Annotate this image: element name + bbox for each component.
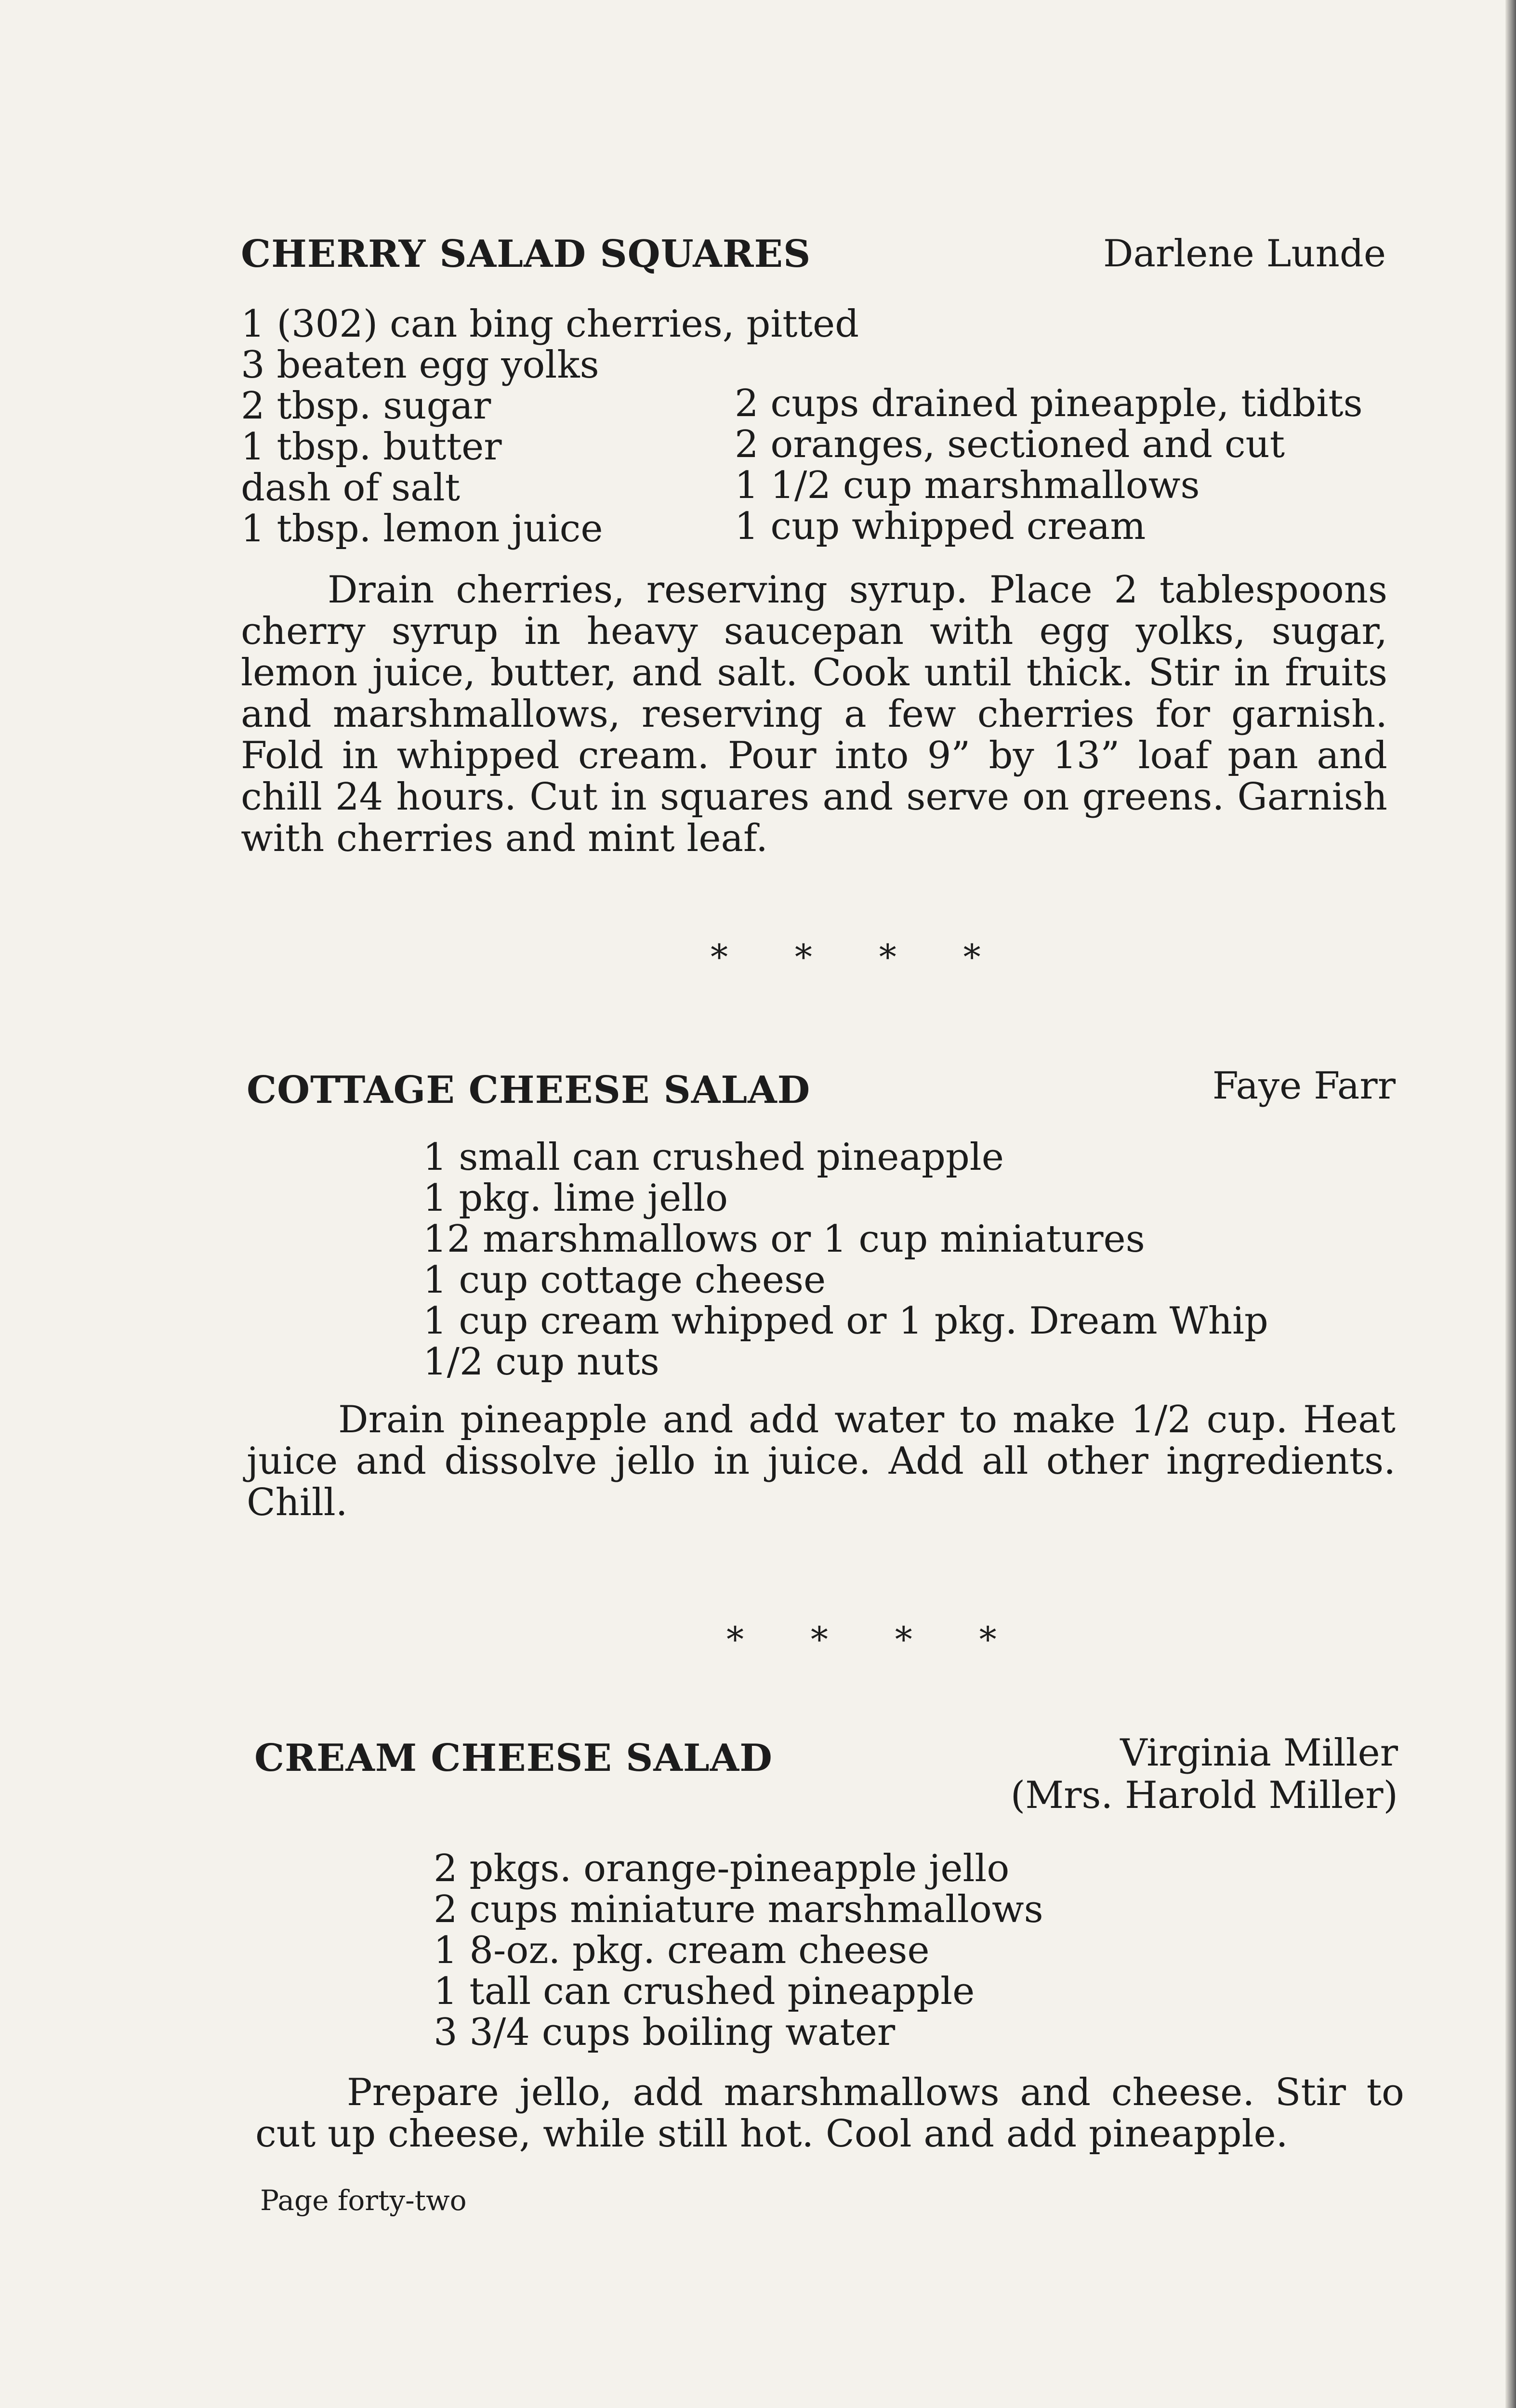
recipe-title: COTTAGE CHEESE SALAD <box>247 1068 811 1112</box>
ingredient-item: 1 (302) can bing cherries, pitted <box>241 302 859 346</box>
recipe-directions: Drain cherries, reserving syrup. Place 2 tablespoons cherry syrup in heavy saucepan with egg yolks, sugar, lemon juice, butter, and salt. Cook until thick. Stir in fruits and marshmallows, reserving a few cherries for garnish. Fold in whipped cream. Pour into 9” by 13” loaf pan and chill 24 hours. Cut in squares and serve on greens. Garnish with cherries and mint leaf. <box>241 568 1387 860</box>
ingredient-item: 2 pkgs. orange-pineapple jello <box>434 1847 1010 1890</box>
ingredient-item: 2 cups drained pineapple, tidbits <box>735 382 1363 425</box>
recipe-author-note: (Mrs. Harold Miller) <box>1010 1774 1398 1817</box>
ingredient-item: 1 8-oz. pkg. cream cheese <box>434 1929 930 1972</box>
ingredient-item: 1 tall can crushed pineapple <box>434 1970 975 2013</box>
section-separator: * * * * <box>711 937 1009 977</box>
ingredient-item: 1 1/2 cup marshmallows <box>735 464 1200 507</box>
recipe-author: Virginia Miller <box>1120 1731 1398 1775</box>
ingredient-item: dash of salt <box>241 466 460 510</box>
ingredient-item: 1 cup cottage cheese <box>423 1258 826 1302</box>
recipe-title: CREAM CHEESE SALAD <box>254 1736 773 1780</box>
ingredient-item: 3 beaten egg yolks <box>241 343 599 387</box>
recipe-directions: Drain pineapple and add water to make 1/2 cup. Heat juice and dissolve jello in juice. Add all other ingredients. Chill. <box>247 1398 1396 1524</box>
section-separator: * * * * <box>726 1619 1025 1660</box>
recipe-author: Darlene Lunde <box>1103 232 1386 275</box>
recipe-author: Faye Farr <box>1212 1064 1396 1108</box>
ingredient-item: 1 pkg. lime jello <box>423 1177 728 1220</box>
recipe-title: CHERRY SALAD SQUARES <box>241 232 811 276</box>
ingredient-item: 1/2 cup nuts <box>423 1340 659 1384</box>
page-binding-edge <box>1505 0 1516 2408</box>
ingredient-item: 1 cup whipped cream <box>735 505 1146 548</box>
ingredient-item: 3 3/4 cups boiling water <box>434 2011 896 2054</box>
ingredient-item: 1 small can crushed pineapple <box>423 1136 1004 1179</box>
ingredient-item: 12 marshmallows or 1 cup miniatures <box>423 1217 1145 1261</box>
ingredient-item: 2 tbsp. sugar <box>241 384 491 428</box>
ingredient-item: 2 cups miniature marshmallows <box>434 1888 1043 1931</box>
ingredient-item: 2 oranges, sectioned and cut <box>735 423 1285 466</box>
ingredient-item: 1 cup cream whipped or 1 pkg. Dream Whip <box>423 1299 1268 1343</box>
page-number-footer: Page forty-two <box>260 2184 467 2217</box>
ingredient-item: 1 tbsp. lemon juice <box>241 507 603 550</box>
ingredient-item: 1 tbsp. butter <box>241 425 502 469</box>
recipe-directions: Prepare jello, add marshmallows and cheese. Stir to cut up cheese, while still hot. Cool and add pineapple. <box>255 2071 1404 2156</box>
